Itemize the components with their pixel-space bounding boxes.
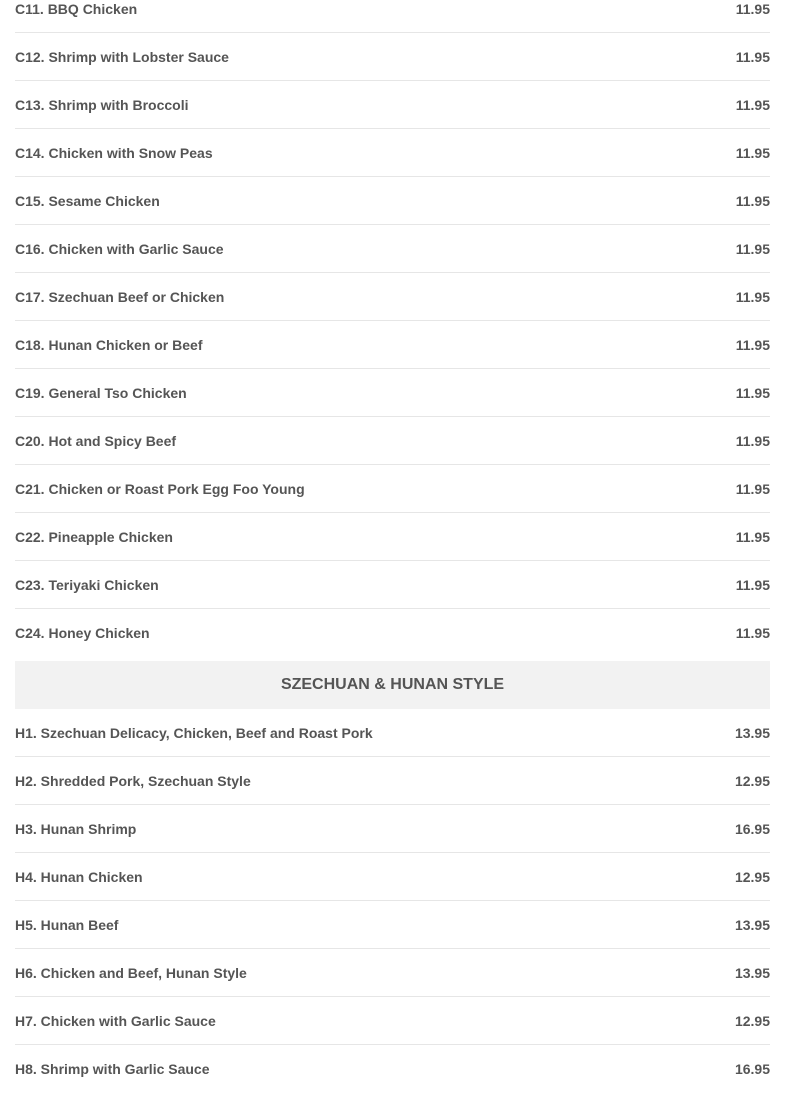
menu-item-name: C13. Shrimp with Broccoli: [15, 96, 189, 113]
menu-item[interactable]: [15, 369, 770, 417]
menu-item[interactable]: [15, 513, 770, 561]
section-header: SZECHUAN & HUNAN STYLE: [15, 661, 770, 709]
menu-item-name: C18. Hunan Chicken or Beef: [15, 336, 203, 353]
menu-item-name: H5. Hunan Beef: [15, 916, 119, 933]
menu-item[interactable]: [15, 225, 770, 273]
menu-item[interactable]: [15, 81, 770, 129]
menu-item-name: C20. Hot and Spicy Beef: [15, 432, 177, 449]
menu-item-name: H2. Shredded Pork, Szechuan Style: [15, 772, 251, 789]
menu-item[interactable]: [15, 709, 770, 757]
menu-item-name: C16. Chicken with Garlic Sauce: [15, 240, 224, 257]
menu-list: [15, 0, 770, 1093]
menu-item[interactable]: [15, 949, 770, 997]
menu-item-price: 13.95: [734, 964, 770, 981]
menu-item-name: C11. BBQ Chicken: [15, 0, 138, 17]
menu-item-name: H3. Hunan Shrimp: [15, 820, 137, 837]
menu-item[interactable]: [15, 853, 770, 901]
menu-item-price: 11.95: [735, 96, 770, 113]
menu-item-name: C14. Chicken with Snow Peas: [15, 144, 213, 161]
menu-item-name: H1. Szechuan Delicacy, Chicken, Beef and Roast Pork: [15, 724, 373, 741]
menu-item[interactable]: [15, 0, 770, 33]
menu-item-price: 12.95: [734, 772, 770, 789]
menu-item[interactable]: [15, 417, 770, 465]
menu-item-price: 11.95: [735, 576, 770, 593]
menu-item-name: C24. Honey Chicken: [15, 625, 150, 641]
menu-item-name: C21. Chicken or Roast Pork Egg Foo Young: [15, 480, 305, 497]
menu-item-price: 11.95: [735, 48, 770, 65]
menu-item-price: 11.95: [735, 625, 770, 641]
menu-item-price: 12.95: [734, 1012, 770, 1029]
menu-item[interactable]: [15, 129, 770, 177]
menu-item-name: H4. Hunan Chicken: [15, 868, 143, 885]
menu-item-name: H7. Chicken with Garlic Sauce: [15, 1012, 216, 1029]
menu-item[interactable]: [15, 273, 770, 321]
menu-item-price: 16.95: [734, 820, 770, 837]
menu-item-price: 11.95: [735, 528, 770, 545]
menu-item[interactable]: [15, 177, 770, 225]
menu-item-price: 11.95: [735, 432, 770, 449]
menu-item-price: 11.95: [735, 144, 770, 161]
menu-item-name: C23. Teriyaki Chicken: [15, 576, 159, 593]
menu-item[interactable]: [15, 997, 770, 1045]
menu-item-price: 11.95: [735, 192, 770, 209]
menu-item[interactable]: [15, 33, 770, 81]
menu-item[interactable]: [15, 805, 770, 853]
menu-item-name: H6. Chicken and Beef, Hunan Style: [15, 964, 247, 981]
menu-item-name: H8. Shrimp with Garlic Sauce: [15, 1061, 210, 1077]
menu-item-name: C17. Szechuan Beef or Chicken: [15, 288, 225, 305]
menu-item[interactable]: [15, 757, 770, 805]
menu-item-price: 11.95: [735, 0, 770, 17]
menu-item-name: C15. Sesame Chicken: [15, 192, 160, 209]
menu-item-price: 11.95: [735, 480, 770, 497]
menu-item[interactable]: [15, 465, 770, 513]
menu-item-price: 16.95: [734, 1061, 770, 1077]
menu-item[interactable]: [15, 1045, 770, 1093]
menu-item[interactable]: [15, 901, 770, 949]
menu-item-name: C22. Pineapple Chicken: [15, 528, 173, 545]
menu-item-price: 13.95: [734, 724, 770, 741]
menu-item[interactable]: [15, 321, 770, 369]
menu-item-price: 11.95: [735, 240, 770, 257]
menu-item-price: 11.95: [735, 288, 770, 305]
menu-item-price: 13.95: [734, 916, 770, 933]
menu-item-name: C19. General Tso Chicken: [15, 384, 187, 401]
menu-item[interactable]: [15, 561, 770, 609]
menu-item-name: C12. Shrimp with Lobster Sauce: [15, 48, 229, 65]
menu-item[interactable]: [15, 609, 770, 657]
menu-item-price: 12.95: [734, 868, 770, 885]
menu-item-price: 11.95: [735, 336, 770, 353]
menu-item-price: 11.95: [735, 384, 770, 401]
